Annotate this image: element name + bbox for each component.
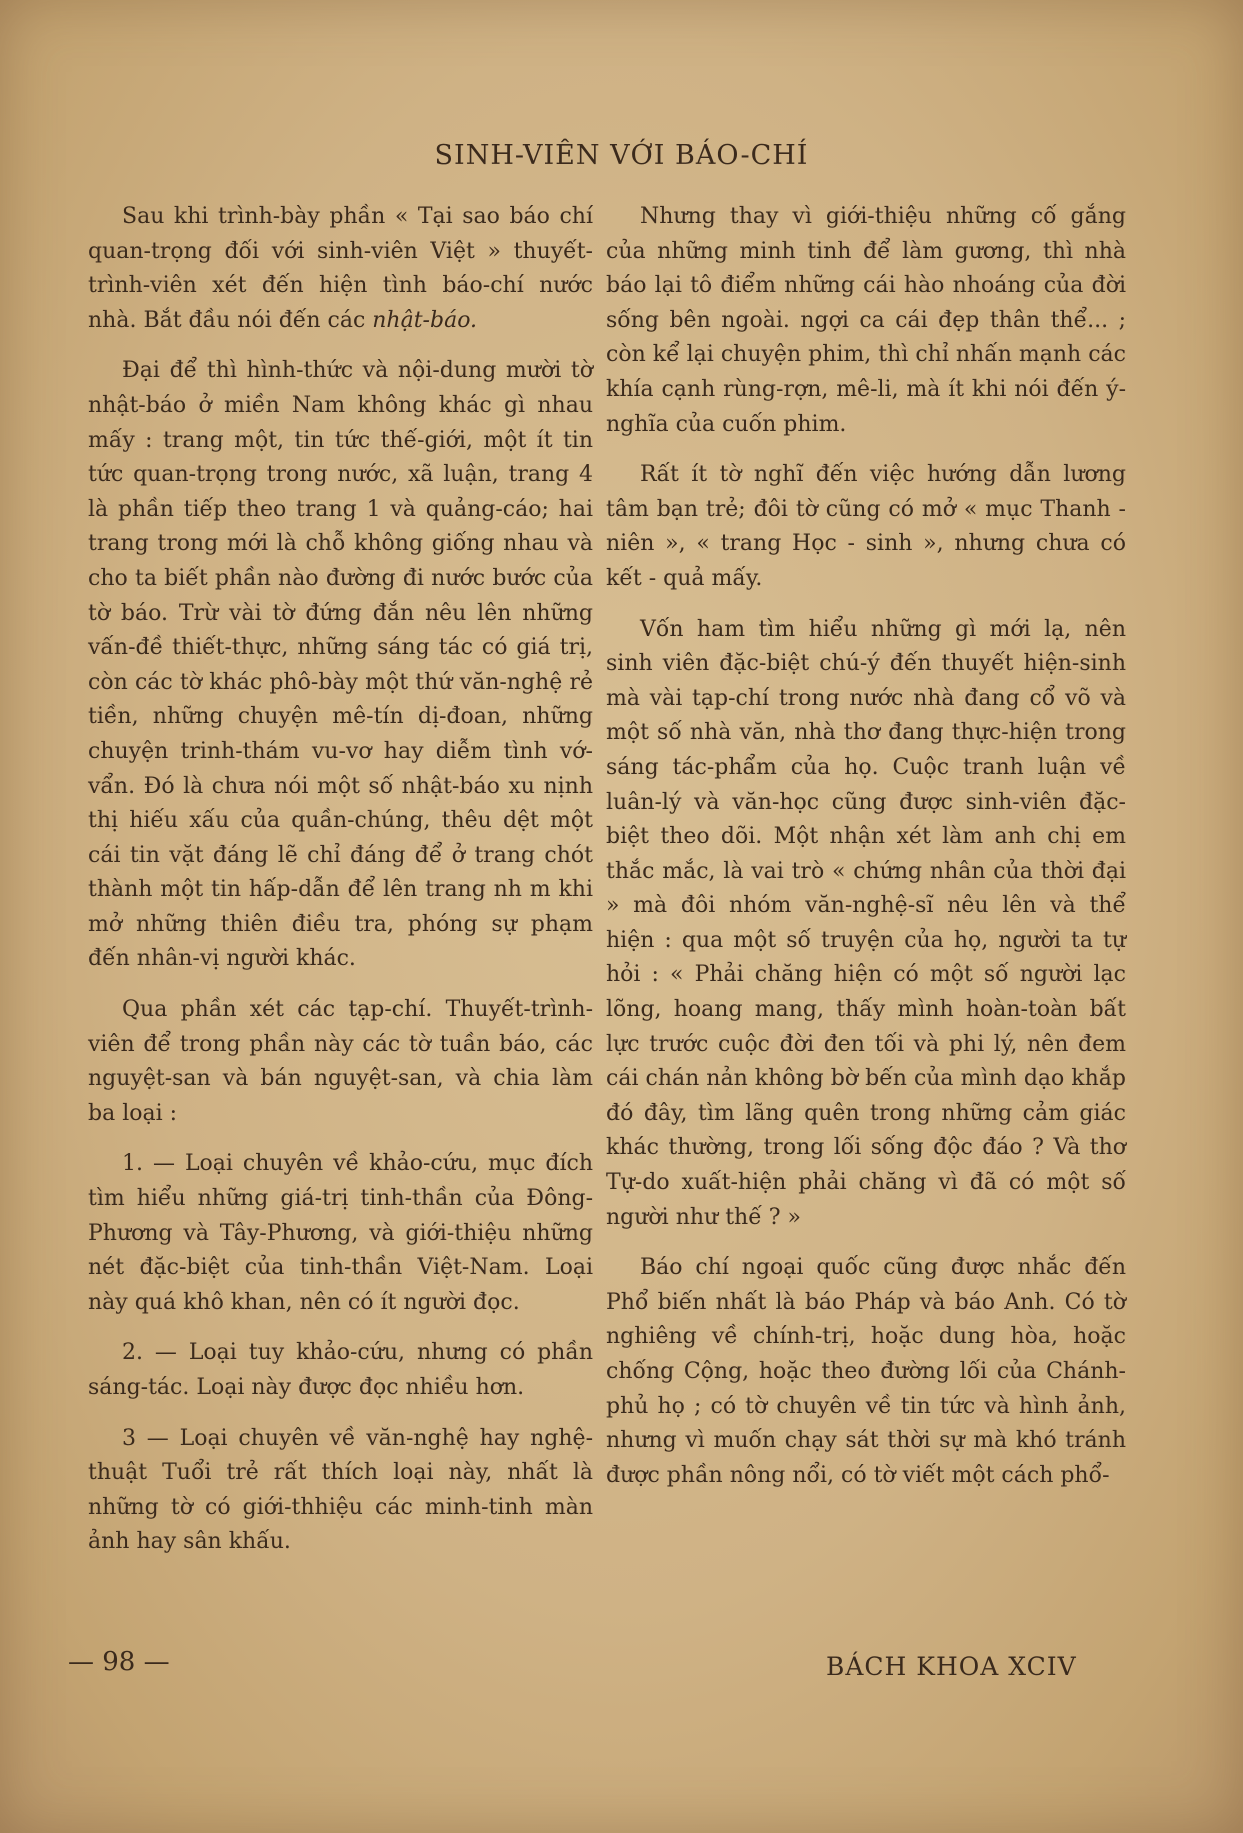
right-paragraph-youth: Rất ít tờ nghĩ đến việc hướng dẫn lương tâm bạn trẻ; đôi tờ cũng có mở « mục Thanh - niên », « trang Học - sinh », nhưng chưa có kết - quả mấy. [606,462,1126,591]
intro-italic-term: nhật-báo. [372,307,478,333]
right-column [606,200,1126,1509]
page-title: SINH-VIÊN VỚI BÁO-CHÍ [434,140,809,171]
publication-name: BÁCH KHOA XCIV [826,1652,1077,1681]
left-paragraph-daily-papers: Đại để thì hình-thức và nội-dung mười tờ nhật-báo ở miền Nam không khác gì nhau mấy : trang một, tin tức thế-giới, một ít tin tức quan-trọng trong nước, xã luận, trang 4 là phần tiếp theo trang 1 và quảng-cáo; hai trang trong mới là chỗ không giống nhau và cho ta biết phần nào đường đi nước bước của tờ báo. Trừ vài tờ đứng đắn nêu lên những vấn-đề thiết-thực, những sáng tác có giá trị, còn các tờ khác phô-bày một thứ văn-nghệ rẻ tiền, những chuyện mê-tín dị-đoan, những chuyện trinh-thám vu-vơ hay diễm tình vớ-vẩn. Đó là chưa nói một số nhật-báo xu nịnh thị hiếu xấu của quần-chúng, thêu dệt một cái tin vặt đáng lẽ chỉ đáng để ở trang chót thành một tin hấp-dẫn để lên trang nh m khi mở những thiên điều tra, phóng sự phạm đến nhân-vị người khác. [88,358,593,972]
left-column [88,200,593,1576]
right-paragraph-foreign-press: Báo chí ngoại quốc cũng được nhắc đến Phổ biến nhất là báo Pháp và báo Anh. Có tờ nghiêng về chính-trị, hoặc dung hòa, hoặc chống Cộng, hoặc theo đường lối của Chánh-phủ họ ; có tờ chuyên về tin tức và hình ảnh, nhưng vì muốn chạy sát thời sự mà khó tránh được phần nông nổi, có tờ viết một cách phổ- [606,1255,1126,1488]
right-paragraph-existentialism: Vốn ham tìm hiểu những gì mới lạ, nên sinh viên đặc-biệt chú-ý đến thuyết hiện-sinh mà vài tạp-chí trong nước nhà đang cổ võ và một số nhà văn, nhà thơ đang thực-hiện trong sáng tác-phẩm của họ. Cuộc tranh luận về luân-lý và văn-học cũng được sinh-viên đặc-biệt theo dõi. Một nhận xét làm anh chị em thắc mắc, là vai trò « chứng nhân của thời đại » mà đôi nhóm văn-nghệ-sĩ nêu lên và thể hiện : qua một số truyện của họ, người ta tự hỏi : « Phải chăng hiện có một số người lạc lõng, hoang mang, thấy mình hoàn-toàn bất lực trước cuộc đời đen tối và phi lý, nên đem cái chán nản không bờ bến của mình dạo khắp đó đây, tìm lãng quên trong những cảm giác khác thường, trong lối sống độc đáo ? Và thơ Tự-do xuất-hiện phải chăng vì đã có một số người như thế ? » [606,616,1126,1230]
left-paragraph-type-3: 3 — Loại chuyên về văn-nghệ hay nghệ-thuật Tuổi trẻ rất thích loại này, nhất là những tờ có giới-thhiệu các minh-tinh màn ảnh hay sân khấu. [88,1425,593,1555]
page-number: — 98 — [68,1647,170,1677]
intro-text: Sau khi trình-bày phần « Tại sao báo chí quan-trọng đối với sinh-viên Việt » thuyết-trình-viên xét đến hiện tình báo-chí nước nhà. Bắt đầu nói đến các [88,204,593,333]
left-paragraph-type-2: 2. — Loại tuy khảo-cứu, nhưng có phần sáng-tác. Loại này được đọc nhiều hơn. [88,1340,593,1400]
left-paragraph-intro [88,200,593,338]
left-paragraph-type-1: 1. — Loại chuyên về khảo-cứu, mục đích tìm hiểu những giá-trị tinh-thần của Đông-Phương và Tây-Phương, và giới-thiệu những nét đặc-biệt của tinh-thần Việt-Nam. Loại này quá khô khan, nên có ít người đọc. [88,1151,593,1315]
right-paragraph-stars: Nhưng thay vì giới-thiệu những cố gắng của những minh tinh để làm gương, thì nhà báo lại tô điểm những cái hào nhoáng của đời sống bên ngoài. ngợi ca cái đẹp thân thể... ; còn kể lại chuyện phim, thì chỉ nhấn mạnh các khía cạnh rùng-rợn, mê-li, mà ít khi nói đến ý-nghĩa của cuốn phim. [606,204,1126,437]
left-paragraph-magazines: Qua phần xét các tạp-chí. Thuyết-trình-viên để trong phần này các tờ tuần báo, các nguyệt-san và bán nguyệt-san, và chia làm ba loại : [88,997,593,1126]
